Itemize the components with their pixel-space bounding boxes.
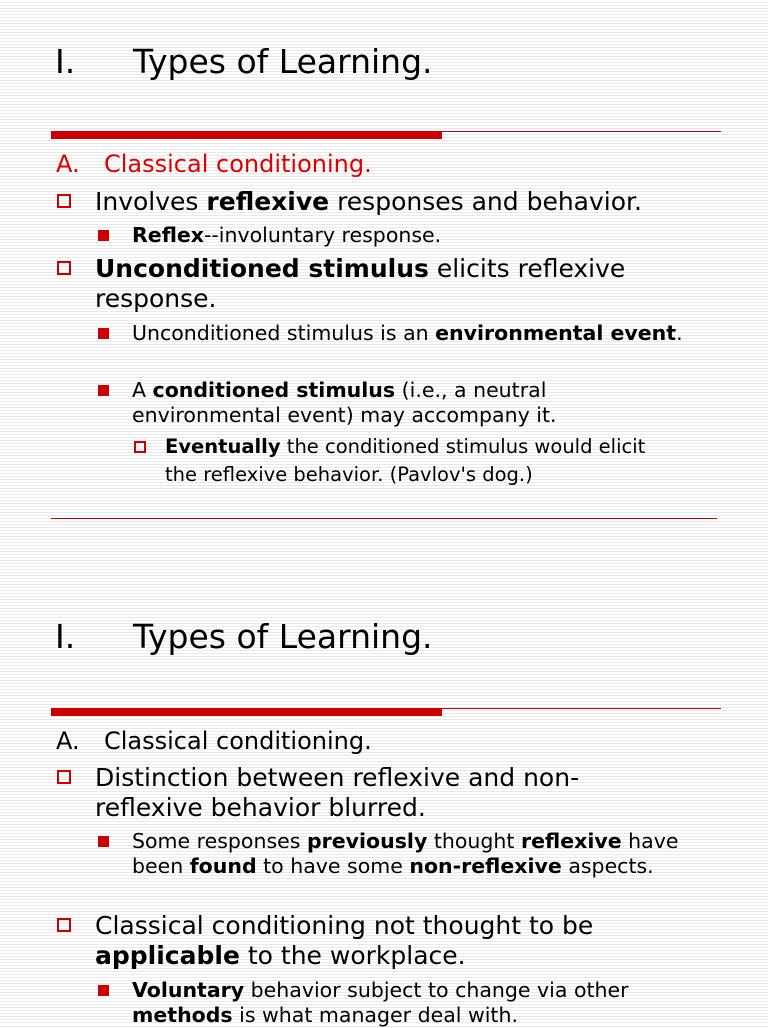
- sub-sub-bullet-eventually: Eventually the conditioned stimulus would elicit the reflexive behavior. (Pavlov's dog.): [165, 433, 675, 489]
- slide-title: [55, 617, 433, 656]
- bullet-distinction: Distinction between reflexive and non-reflexive behavior blurred.: [95, 763, 670, 823]
- title-rule-thin: [442, 708, 721, 709]
- sub-bullet-some-responses: Some responses previously thought reflexive have been found to have some non-reflexive aspects.: [132, 829, 732, 879]
- filled-square-bullet-icon: [98, 985, 109, 996]
- bullet-classical-conditioning-workplace: Classical conditioning not thought to be applicable to the workplace.: [95, 911, 695, 971]
- bullet-involves: Involves reflexive responses and behavior.: [95, 187, 745, 217]
- filled-square-bullet-icon: [98, 328, 109, 339]
- sub-bullet-environmental-event: Unconditioned stimulus is an environmental event.: [132, 321, 702, 346]
- sub-bullet-voluntary-behavior: Voluntary behavior subject to change via other methods is what manager deal with.: [132, 978, 732, 1028]
- title-number: I.: [55, 617, 76, 656]
- slide-title: [55, 42, 433, 81]
- title-rule-thick: [51, 131, 442, 139]
- filled-square-bullet-icon: [98, 385, 109, 396]
- hollow-square-bullet-icon: [57, 194, 71, 208]
- title-rule-thin: [442, 131, 721, 132]
- section-heading: [56, 727, 372, 756]
- hollow-square-bullet-icon: [57, 918, 71, 932]
- section-text: Classical conditioning.: [104, 727, 372, 755]
- sub-bullet-conditioned-stimulus: A conditioned stimulus (i.e., a neutral environmental event) may accompany it.: [132, 378, 632, 428]
- hollow-square-bullet-icon: [134, 441, 146, 453]
- section-letter: A.: [56, 727, 80, 755]
- slide-bottom-rule: [51, 518, 717, 519]
- hollow-square-bullet-icon: [57, 770, 71, 784]
- section-letter: A.: [56, 150, 80, 178]
- section-text: Classical conditioning.: [104, 150, 372, 178]
- sub-bullet-reflex: Reflex--involuntary response.: [132, 223, 732, 248]
- title-rule-thick: [51, 708, 442, 716]
- hollow-square-bullet-icon: [57, 261, 71, 275]
- section-heading: [56, 150, 372, 179]
- slide-2: [0, 576, 768, 1027]
- filled-square-bullet-icon: [98, 230, 109, 241]
- title-text: Types of Learning.: [133, 42, 433, 81]
- title-number: I.: [55, 42, 76, 81]
- bullet-unconditioned-stimulus: Unconditioned stimulus elicits reflexive response.: [95, 254, 695, 314]
- title-text: Types of Learning.: [133, 617, 433, 656]
- filled-square-bullet-icon: [98, 836, 109, 847]
